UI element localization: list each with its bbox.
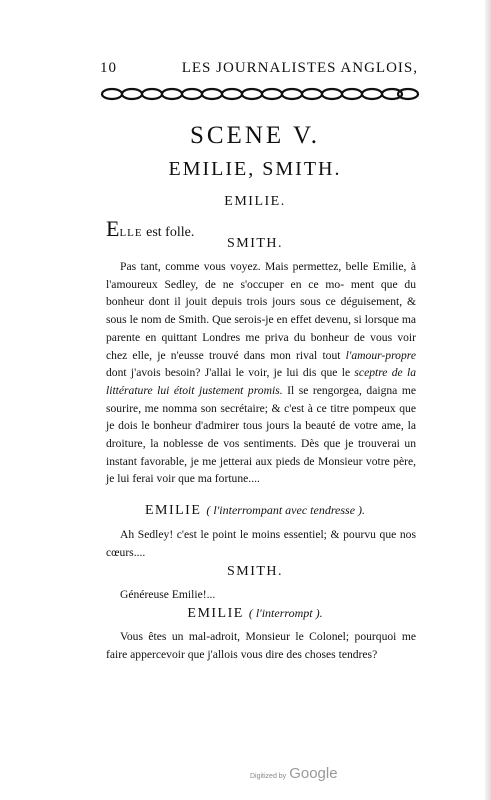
speaker-emilie-stage — [100, 503, 410, 519]
speech-line: J'allai le voir, je lui dis que le — [204, 366, 355, 380]
speech-line: ment que du bonheur dont il jouit depuis trois jours sous ce — [106, 277, 417, 309]
speech-line: priva du bonheur de vous voir chez elle, je n'eusse trouvé — [106, 330, 416, 362]
page-edge — [485, 0, 491, 800]
speech-line: ame, la droiture, la noblesse de vos sentiments. Dès que — [106, 419, 416, 451]
stage-direction: ( l'interrompant avec tendresse ). — [206, 503, 366, 517]
running-header — [100, 60, 418, 77]
smith-speech — [106, 258, 416, 488]
speaker-name: EMILIE — [187, 606, 244, 621]
running-title: LES JOURNALISTES ANGLOIS, — [181, 60, 418, 76]
speaker-emilie-stage-2 — [100, 606, 410, 622]
smith-speech-2 — [106, 586, 416, 604]
italic-phrase: sceptre de la littérature lui — [106, 366, 417, 397]
speech-line: Pas tant, comme vous voyez. Mais permettez, belle — [120, 260, 369, 273]
italic-phrase: l'amour-propre — [345, 348, 416, 362]
speaker-smith: SMITH. — [226, 236, 284, 251]
speech-line: Emilie, à l'amoureux Sedley, de ne s'occuper en ce mo- — [106, 260, 416, 291]
line-text: est folle. — [142, 225, 195, 240]
speech-line: dans mon rival tout — [243, 348, 346, 362]
digitized-by-label: Digitized by — [250, 773, 287, 780]
speech-line: dois le bonheur d'admirer tous jours la beauté de votre — [118, 419, 378, 433]
drop-cap: E — [106, 216, 120, 241]
speech-line: Généreuse Emilie!... — [120, 588, 216, 601]
scene-characters: EMILIE, SMITH. — [168, 158, 342, 180]
speech-line: que nos cœurs.... — [106, 528, 416, 559]
speech-line: nomma son secrétaire; & c'est à ce titre pompeux que je — [106, 401, 416, 433]
google-logo: Google — [289, 765, 338, 782]
digitized-watermark — [250, 765, 338, 782]
scene-title: SCENE V. — [189, 122, 321, 149]
speech-line: Vous êtes un mal-adroit, Monsieur le Colonel; pourquoi — [120, 630, 397, 643]
chain-ornament — [100, 84, 420, 104]
italic-phrase: étoit justement promis. — [173, 383, 283, 397]
speaker-name: EMILIE — [144, 503, 202, 518]
emilie-speech-2 — [106, 628, 416, 663]
speech-line: effet devenu, si lorsque ma parente en quittant Londres me — [106, 313, 416, 344]
speaker-emilie: EMILIE. — [224, 194, 286, 209]
stage-direction: ( l'interrompt ). — [248, 606, 323, 620]
speech-line: déguisement, & sous le nom de Smith. Que serois-je en — [106, 295, 417, 327]
speech-line: dont j'avois besoin? — [106, 366, 201, 380]
page-number: 10 — [100, 60, 117, 76]
speech-line: de Monsieur votre père, je lui ferai voir que ma fortune.... — [106, 454, 417, 486]
emilie-speech — [106, 526, 416, 561]
small-caps: LLE — [119, 227, 143, 239]
speech-line: Il se rengorgea, daigna me sourire, me — [106, 383, 416, 415]
speech-line: me faire appercevoir que j'allois vous dire des choses tendres? — [106, 630, 416, 661]
speech-line: Ah Sedley! c'est le point le moins essentiel; & pourvu — [120, 528, 376, 541]
speech-line: je trouverai un instant favorable, je me jetterai aux pieds — [106, 437, 417, 468]
speaker-smith-2: SMITH. — [226, 564, 284, 579]
